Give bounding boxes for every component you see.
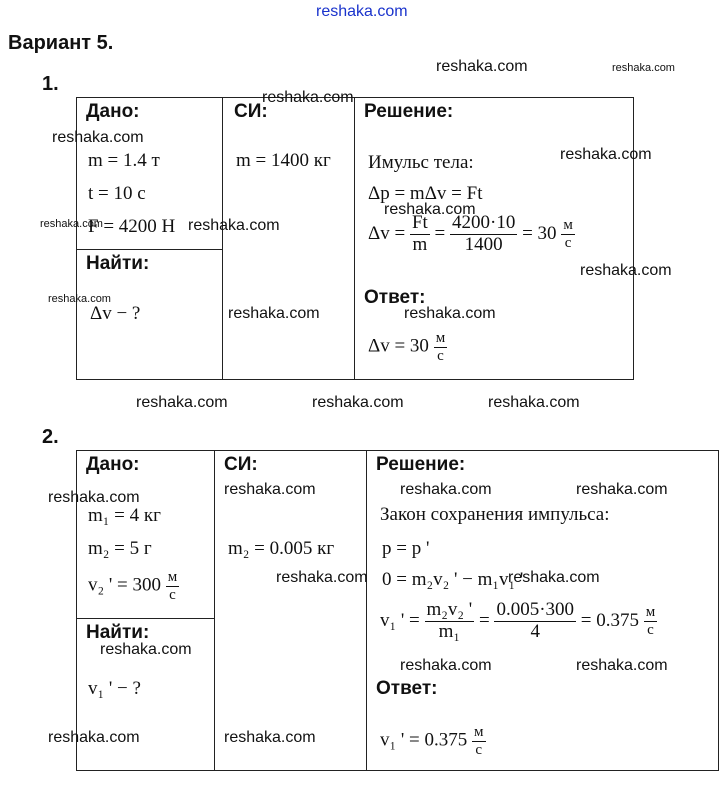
problem-2-answer: v₁ ' = 0.375 $\frac{м}{с}$: [380, 724, 484, 758]
problem-2-divider-si: [366, 450, 367, 770]
watermark: reshaka.com: [612, 62, 675, 74]
problem-1-solution-title: Решение:: [364, 101, 454, 122]
watermark: reshaka.com: [560, 146, 652, 163]
problem-2-number: 2.: [42, 426, 59, 448]
watermark: reshaka.com: [40, 218, 103, 230]
watermark: reshaka.com: [224, 729, 316, 746]
watermark: reshaka.com: [276, 569, 368, 586]
watermark: reshaka.com: [436, 58, 528, 75]
problem-1-solution-text: Имульс тела:: [368, 152, 474, 173]
problem-2-formula-conservation: p = p ': [382, 538, 430, 559]
watermark: reshaka.com: [400, 481, 492, 498]
watermark: reshaka.com: [488, 394, 580, 411]
problem-1-find-title: Найти:: [86, 253, 150, 274]
problem-2-divider-given: [214, 450, 215, 770]
problem-1-divider-given: [222, 97, 223, 379]
problem-1-given-force: F = 4200 Н: [88, 216, 176, 237]
watermark: reshaka.com: [400, 657, 492, 674]
problem-2-divider-find: [76, 618, 215, 619]
watermark: reshaka.com: [384, 201, 476, 218]
watermark: reshaka.com: [48, 489, 140, 506]
problem-2-solution-text: Закон сохранения импульса:: [380, 504, 610, 525]
problem-2-given-m2: m₂ = 5 г: [88, 538, 152, 559]
problem-1-formula-momentum: Δp = mΔv = Ft: [368, 183, 483, 204]
problem-2-formula-velocity: v₁ ' = $\frac{\text{m₂v₂ '}}{\text{m₁}}$ = $\frac{0.005\cdot 300}{4}$ = 0.375 $\frac{м}{с}$: [380, 599, 656, 642]
site-link[interactable]: reshaka.com: [316, 3, 408, 20]
problem-2-si-m2: m₂ = 0.005 кг: [228, 538, 335, 559]
problem-1-given-title: Дано:: [86, 101, 140, 122]
problem-1-divider-si: [354, 97, 355, 379]
problem-2-find-value: v₁ ' − ?: [88, 678, 141, 699]
problem-2-solution-title: Решение:: [376, 454, 466, 475]
watermark: reshaka.com: [508, 569, 600, 586]
problem-2-given-v2: v₂ ' = 300 $\frac{м}{с}$: [88, 569, 178, 603]
problem-1-given-time: t = 10 с: [88, 183, 146, 204]
variant-title: Вариант 5.: [8, 32, 114, 54]
watermark: reshaka.com: [228, 305, 320, 322]
watermark: reshaka.com: [48, 293, 111, 305]
watermark: reshaka.com: [262, 89, 354, 106]
problem-2-si-title: СИ:: [224, 454, 258, 475]
problem-1-divider-find: [76, 249, 223, 250]
watermark: reshaka.com: [136, 394, 228, 411]
watermark: reshaka.com: [52, 129, 144, 146]
problem-1-formula-velocity: Δv = $\frac{Ft}{m}$ = $\frac{4200\cdot 10}{1400}$ = 30 $\frac{м}{с}$: [368, 212, 573, 255]
watermark: reshaka.com: [576, 657, 668, 674]
problem-1-answer: Δv = 30 $\frac{м}{с}$: [368, 330, 446, 364]
problem-2-given-m1: m₁ = 4 кг: [88, 505, 161, 526]
watermark: reshaka.com: [100, 641, 192, 658]
problem-2-given-title: Дано:: [86, 454, 140, 475]
watermark: reshaka.com: [48, 729, 140, 746]
problem-1-answer-title: Ответ:: [364, 287, 426, 308]
problem-2-answer-title: Ответ:: [376, 678, 438, 699]
problem-1-number: 1.: [42, 73, 59, 95]
watermark: reshaka.com: [580, 262, 672, 279]
watermark: reshaka.com: [312, 394, 404, 411]
watermark: reshaka.com: [404, 305, 496, 322]
problem-1-si-mass: m = 1400 кг: [236, 150, 331, 171]
problem-1-si-title: СИ:: [234, 101, 268, 122]
problem-2-formula-equation: 0 = m₂v₂ ' − m₁v₁ ': [382, 569, 524, 590]
problem-1-given-mass: m = 1.4 т: [88, 150, 160, 171]
problem-1-find-value: Δv − ?: [90, 303, 141, 324]
problem-2-find-title: Найти:: [86, 622, 150, 643]
watermark: reshaka.com: [224, 481, 316, 498]
watermark: reshaka.com: [576, 481, 668, 498]
watermark: reshaka.com: [188, 217, 280, 234]
